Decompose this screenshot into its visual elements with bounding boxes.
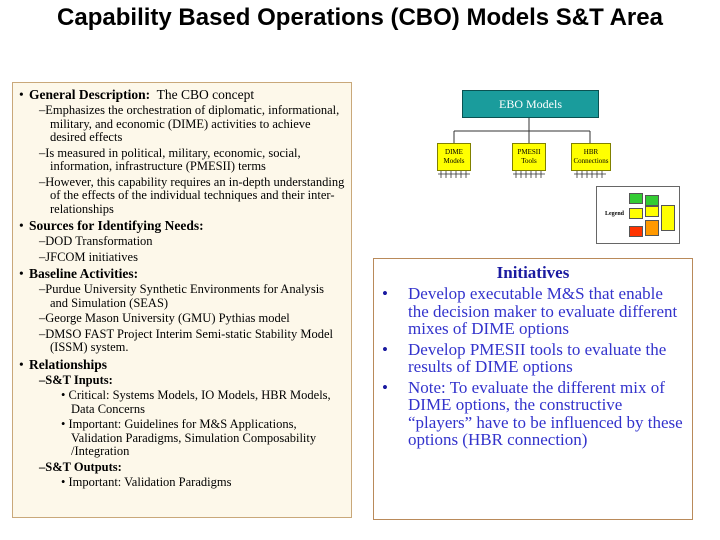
page-title: Capability Based Operations (CBO) Models S&T Area <box>57 4 663 31</box>
list-item: –Emphasizes the orchestration of diplomatic, informational, military, and economic (DIME) activities to achieve desired effects <box>39 103 340 144</box>
initiative-text: Develop executable M&S that enable the decision maker to evaluate different mixes of DIME options <box>408 284 678 338</box>
relationships-label: Relationships <box>29 356 108 372</box>
legend <box>596 186 680 244</box>
list-item: • Critical: Systems Models, IO Models, HBR Models, Data Concerns <box>61 388 331 416</box>
box-label: HBR <box>583 148 599 156</box>
general-description-text: The CBO concept <box>156 87 255 102</box>
hbr-connections-box <box>571 143 611 171</box>
list-item: • Important: Guidelines for M&S Applications, Validation Paradigms, Simulation Composability /Integration <box>61 417 317 458</box>
legend-swatch <box>645 220 659 236</box>
bullet: • <box>19 266 24 281</box>
box-label: PMESII <box>517 148 541 156</box>
relationships-heading <box>19 357 345 373</box>
legend-swatch <box>629 193 643 204</box>
initiative-text: Note: To evaluate the different mix of DIME options, the constructive “players” have to be influenced by these options (HBR connection) <box>408 377 683 449</box>
bullet: • <box>19 356 24 372</box>
legend-label: Legend <box>605 211 625 217</box>
baseline-label: Baseline Activities: <box>29 266 139 281</box>
box-label: Models <box>443 157 465 165</box>
ebo-models-diagram <box>0 0 720 260</box>
legend-swatch <box>645 195 659 206</box>
list-item <box>382 285 684 338</box>
bullet: • <box>382 377 388 397</box>
list-item: –George Mason University (GMU) Pythias model <box>39 311 290 325</box>
list-item: –JFCOM initiatives <box>39 249 138 264</box>
bullet: • <box>19 87 24 102</box>
box-label: DIME <box>445 148 463 156</box>
list-item: –Is measured in political, military, economic, social, information, infrastructure (PMESII) terms <box>39 145 301 173</box>
list-item: –However, this capability requires an in-depth understanding of the effects of the individual techniques and their inter-relationships <box>39 174 345 216</box>
initiative-text: Develop PMESII tools to evaluate the results of DIME options <box>408 339 667 376</box>
box-label: Connections <box>573 157 609 165</box>
ebo-models-box: EBO Models <box>462 90 599 118</box>
initiatives-title: Initiatives <box>496 263 570 282</box>
list-item <box>382 341 684 376</box>
inputs-label: –S&T Inputs: <box>39 372 113 387</box>
initiatives-panel <box>373 258 693 520</box>
outputs-label: –S&T Outputs: <box>39 459 122 474</box>
box-label: Tools <box>521 157 537 165</box>
pmesii-tools-box <box>512 143 546 171</box>
legend-swatch <box>645 206 659 217</box>
bullet: • <box>382 284 388 303</box>
list-item: • Important: Validation Paradigms <box>61 475 232 489</box>
legend-swatch <box>629 208 643 219</box>
list-item <box>382 379 684 449</box>
legend-swatch <box>629 226 643 237</box>
legend-swatch <box>661 205 675 231</box>
list-item: –DMSO FAST Project Interim Semi-static Stability Model (ISSM) system. <box>39 326 333 354</box>
list-item: –Purdue University Synthetic Environments for Analysis and Simulation (SEAS) <box>39 282 325 310</box>
sources-label: Sources for Identifying Needs: <box>29 218 204 233</box>
bullet: • <box>382 339 388 359</box>
dime-models-box <box>437 143 471 171</box>
bullet: • <box>19 218 24 233</box>
baseline-heading <box>19 266 345 282</box>
list-item: –DOD Transformation <box>39 234 153 248</box>
general-description-label: General Description: <box>29 87 151 102</box>
